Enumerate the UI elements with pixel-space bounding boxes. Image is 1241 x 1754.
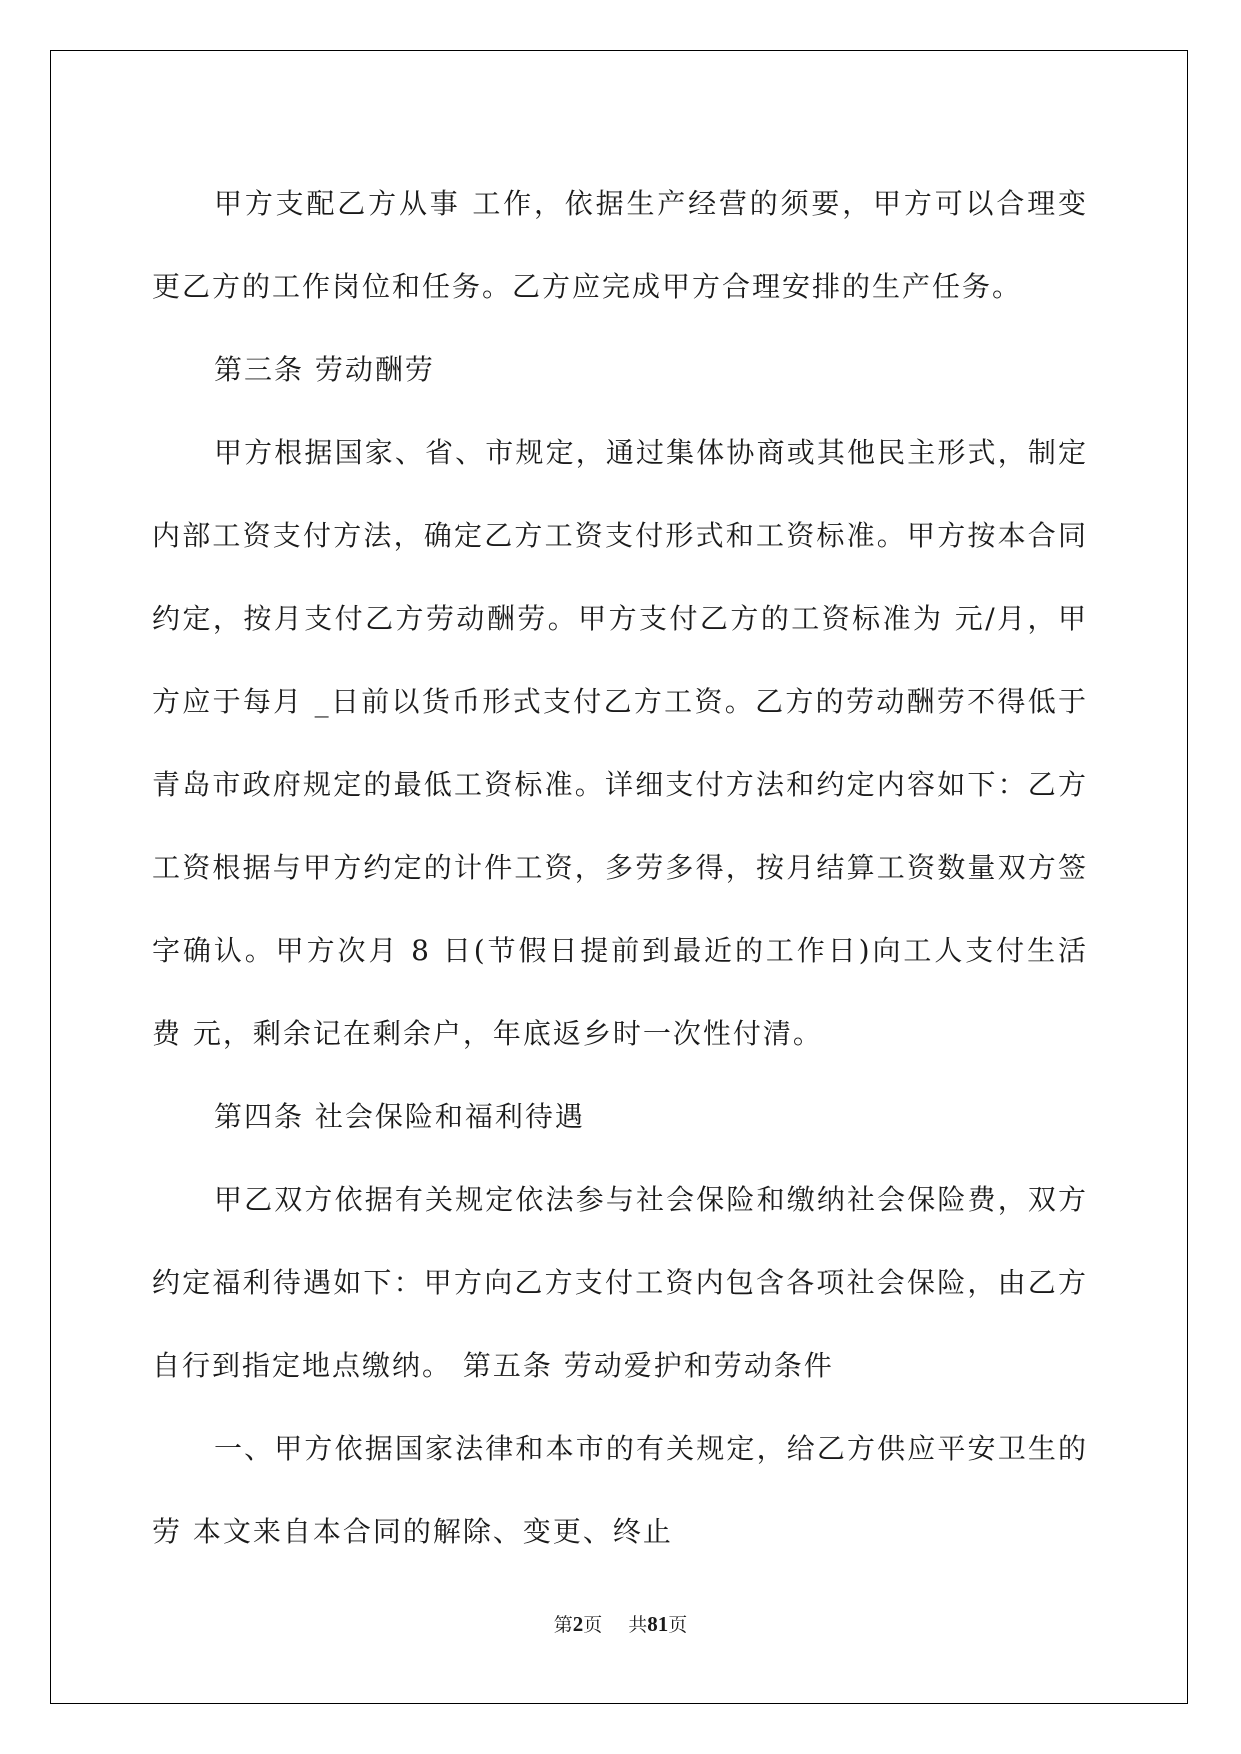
footer-current-page: 2	[572, 1612, 584, 1636]
paragraph-1: 甲方支配乙方从事 工作，依据生产经营的须要，甲方可以合理变更乙方的工作岗位和任务。乙方应完成甲方合理安排的生产任务。	[152, 187, 1088, 303]
heading-article-3: 第三条 劳动酬劳	[214, 353, 435, 386]
footer-total-pages: 81	[647, 1612, 669, 1636]
paragraph-2: 甲方根据国家、省、市规定，通过集体协商或其他民主形式，制定内部工资支付方法，确定乙方工资支付形式和工资标准。甲方按本合同约定，按月支付乙方劳动酬劳。甲方支付乙方的工资标准为 元/月，甲方应于每月 _日前以货币形式支付乙方工资。乙方的劳动酬劳不得低于青岛市政府规定的最低工资标准。详细支付方法和约定内容如下：乙方工资根据与甲方约定的计件工资，多劳多得，按月结算工资数量双方签字确认。甲方次月 8 日(节假日提前到最近的工作日)向工人支付生活费 元，剩余记在剩余户，年底返乡时一次性付清。	[152, 436, 1088, 1050]
paragraph-4: 一、甲方依据国家法律和本市的有关规定，给乙方供应平安卫生的劳 本文来自本合同的解除、变更、终止	[152, 1432, 1088, 1548]
footer-page-word: 页	[583, 1614, 603, 1636]
footer-prefix: 第	[553, 1614, 573, 1636]
footer-total-prefix: 共	[628, 1614, 648, 1636]
document-body	[152, 162, 1088, 1573]
page-footer	[0, 1610, 1241, 1637]
footer-total-suffix: 页	[668, 1614, 688, 1636]
paragraph-3: 甲乙双方依据有关规定依法参与社会保险和缴纳社会保险费，双方约定福利待遇如下：甲方向乙方支付工资内包含各项社会保险，由乙方自行到指定地点缴纳。 第五条 劳动爱护和劳动条件	[152, 1183, 1088, 1382]
heading-article-4: 第四条 社会保险和福利待遇	[214, 1100, 585, 1133]
